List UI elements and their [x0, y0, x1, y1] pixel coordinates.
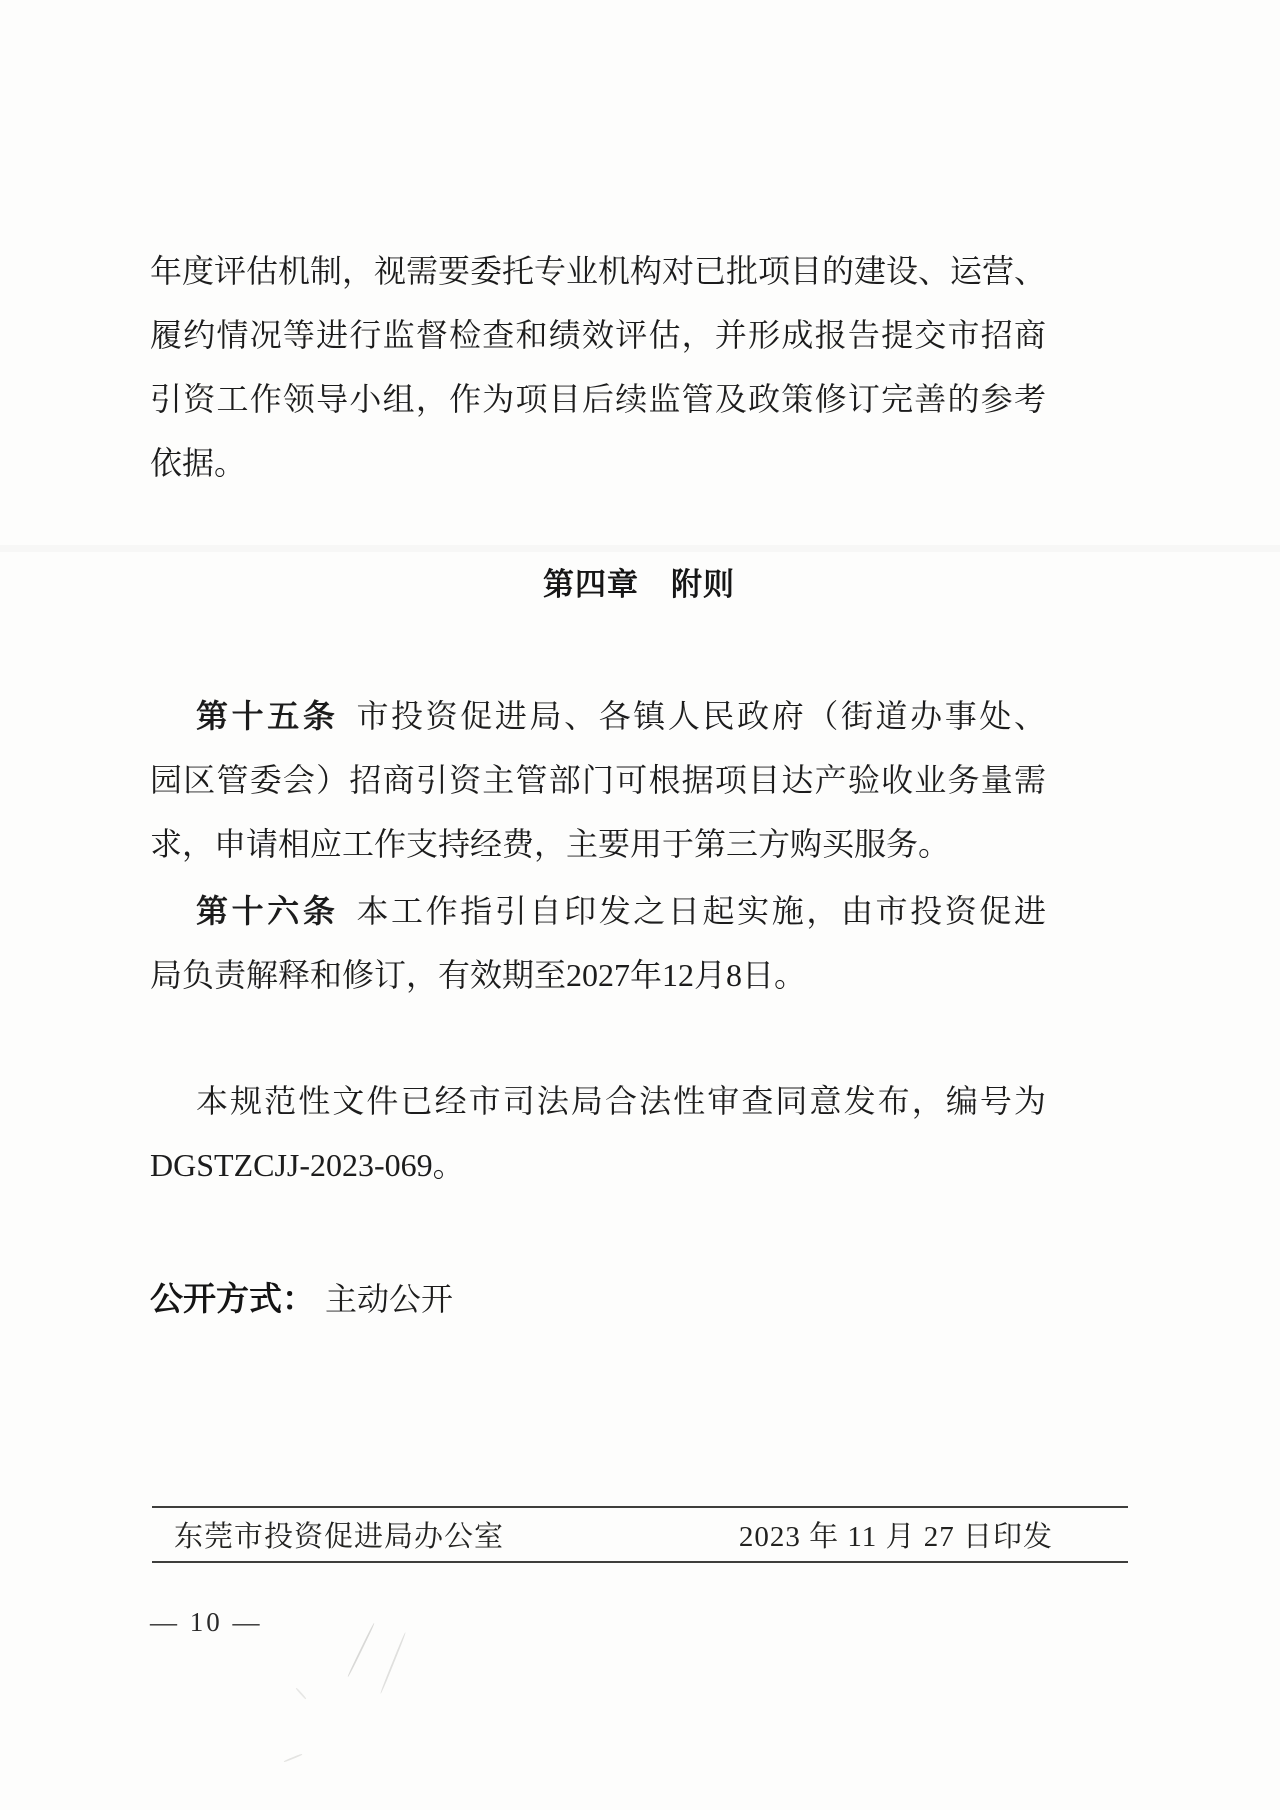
scan-artifact — [283, 1753, 302, 1762]
body-line — [150, 879, 1046, 943]
body-line: 求，申请相应工作支持经费，主要用于第三方购买服务。 — [150, 826, 951, 862]
print-date: 2023 年 11 月 27 日印发 — [738, 1521, 1053, 1553]
body-line: 局负责解释和修订，有效期至2027年12月8日。 — [150, 957, 807, 993]
scan-artifact — [380, 1632, 407, 1694]
page-number: — 10 — — [150, 1607, 263, 1637]
body-line: 园区管委会）招商引资主管部门可根据项目达产验收业务量需 — [150, 762, 1046, 798]
article-16-text: 本工作指引自印发之日起实施，由市投资促进 — [356, 893, 1046, 929]
document-number-line: DGSTZCJJ-2023-069。 — [150, 1147, 465, 1183]
scan-artifact — [295, 1687, 307, 1699]
scan-artifact — [0, 545, 1280, 552]
article-15-paragraph — [150, 684, 1046, 876]
body-line: 履约情况等进行监督检查和绩效评估，并形成报告提交市招商 — [150, 317, 1046, 353]
article-16-paragraph — [150, 879, 1046, 1007]
footer-issue-bar — [152, 1506, 1128, 1563]
body-line — [150, 684, 1046, 748]
article-16-number: 第十六条 — [196, 893, 339, 929]
scan-artifact — [347, 1623, 375, 1678]
chapter-heading: 第四章 附则 — [543, 567, 735, 602]
paragraph-continued — [150, 239, 1046, 495]
publicity-label: 公开方式： — [150, 1280, 315, 1317]
issuing-office: 东莞市投资促进局办公室 — [174, 1521, 505, 1553]
article-15-text: 市投资促进局、各镇人民政府（街道办事处、 — [356, 698, 1046, 734]
body-line: 年度评估机制，视需要委托专业机构对已批项目的建设、运营、 — [150, 253, 1047, 289]
body-line: 依据。 — [150, 445, 247, 481]
publicity-line — [150, 1277, 1046, 1321]
article-15-number: 第十五条 — [196, 698, 339, 734]
legality-note-paragraph — [150, 1069, 1046, 1197]
body-line: 引资工作领导小组，作为项目后续监管及政策修订完善的参考 — [150, 381, 1046, 417]
body-line: 本规范性文件已经市司法局合法性审查同意发布，编号为 — [196, 1083, 1046, 1119]
publicity-value: 主动公开 — [325, 1281, 454, 1317]
